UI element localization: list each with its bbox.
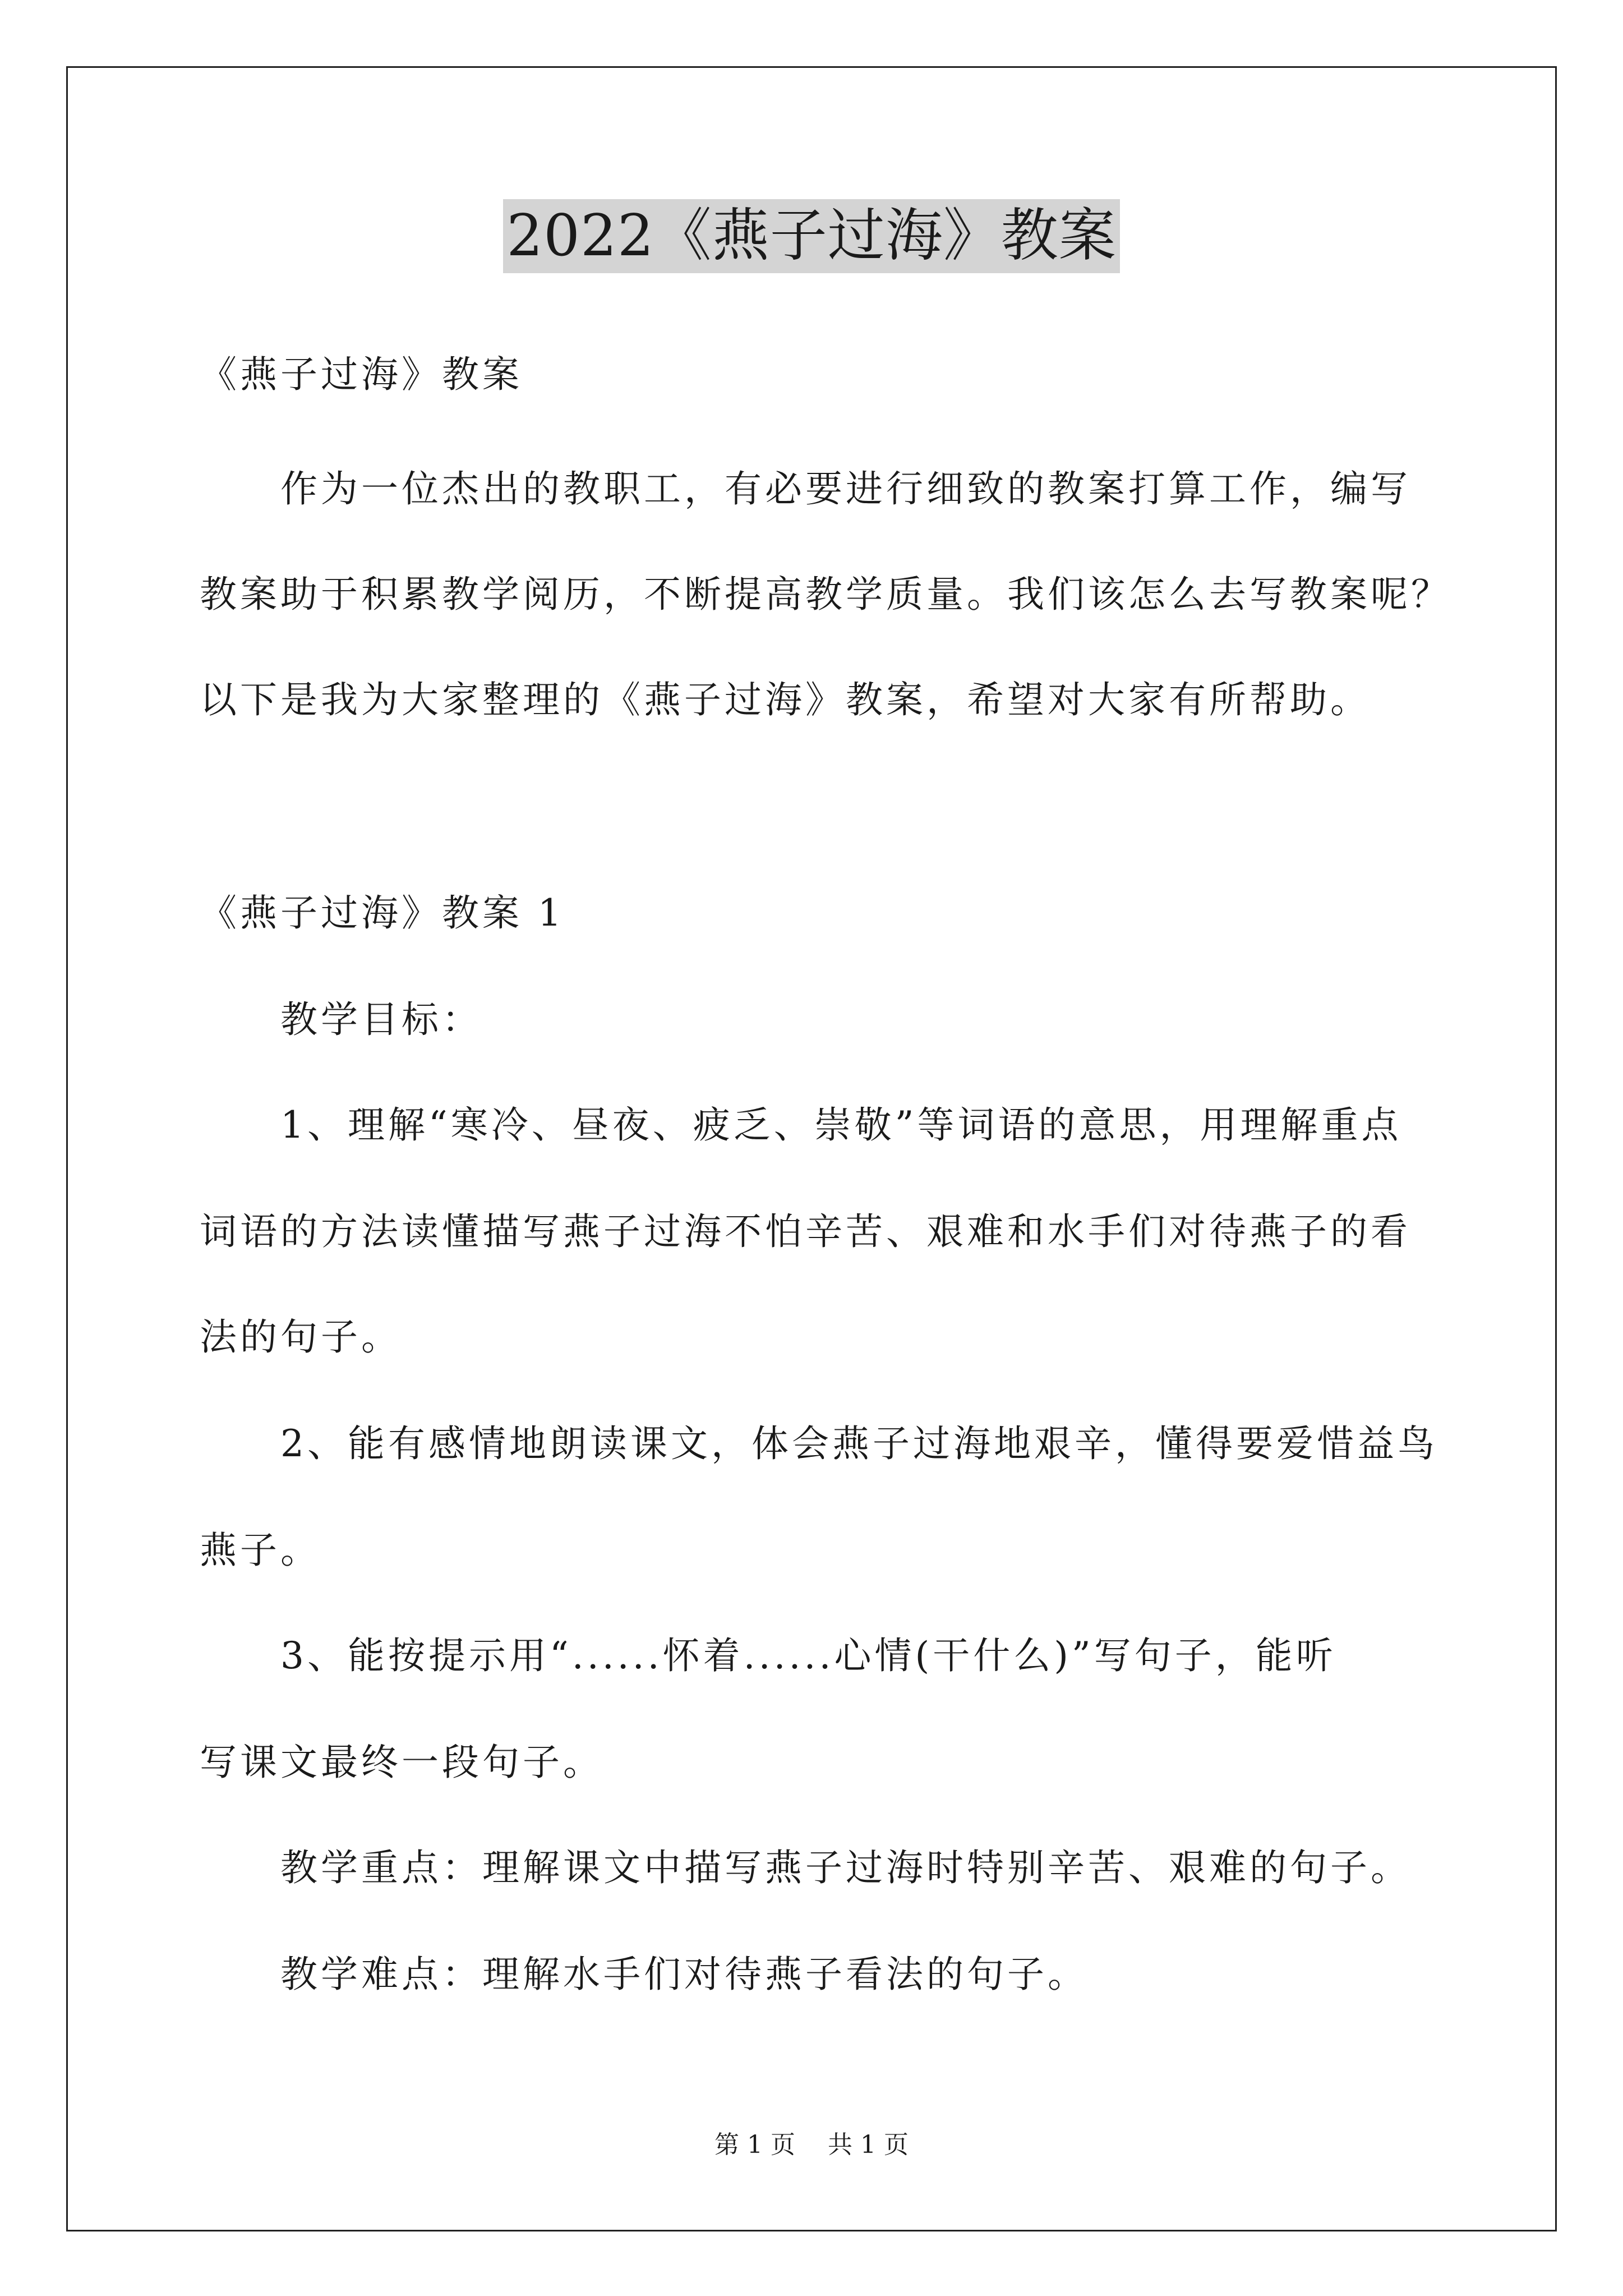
body-line: 燕子。 — [200, 1529, 321, 1572]
body-line: 词语的方法读懂描写燕子过海不怕辛苦、艰难和水手们对待燕子的看 — [200, 1210, 1411, 1253]
body-line: 教学目标： — [280, 998, 482, 1041]
body-line: 3、能按提示用“......怀着......心情(干什么)”写句子，能听 — [280, 1634, 1336, 1677]
body-line: 教案助于积累教学阅历，不断提高教学质量。我们该怎么去写教案呢？ — [200, 573, 1451, 616]
body-line: 作为一位杰出的教职工，有必要进行细致的教案打算工作，编写 — [280, 467, 1411, 510]
page-number-footer: 第 1 页 共 1 页 — [714, 2131, 909, 2159]
body-line: 1、理解“寒冷、昼夜、疲乏、崇敬”等词语的意思，用理解重点 — [280, 1103, 1402, 1147]
body-line: 2、能有感情地朗读课文，体会燕子过海地艰辛，懂得要爱惜益鸟 — [280, 1422, 1438, 1465]
body-line: 教学难点：理解水手们对待燕子看法的句子。 — [280, 1953, 1088, 1996]
body-line: 以下是我为大家整理的《燕子过海》教案，希望对大家有所帮助。 — [200, 678, 1371, 721]
body-line: 教学重点：理解课文中描写燕子过海时特别辛苦、艰难的句子。 — [280, 1846, 1411, 1889]
subtitle-line: 《燕子过海》教案 — [200, 353, 523, 396]
document-title: 2022《燕子过海》教案 — [503, 199, 1120, 273]
title-container — [0, 199, 1623, 273]
body-line: 写课文最终一段句子。 — [200, 1741, 603, 1784]
section-heading: 《燕子过海》教案 1 — [200, 891, 565, 935]
body-line: 法的句子。 — [200, 1315, 402, 1359]
